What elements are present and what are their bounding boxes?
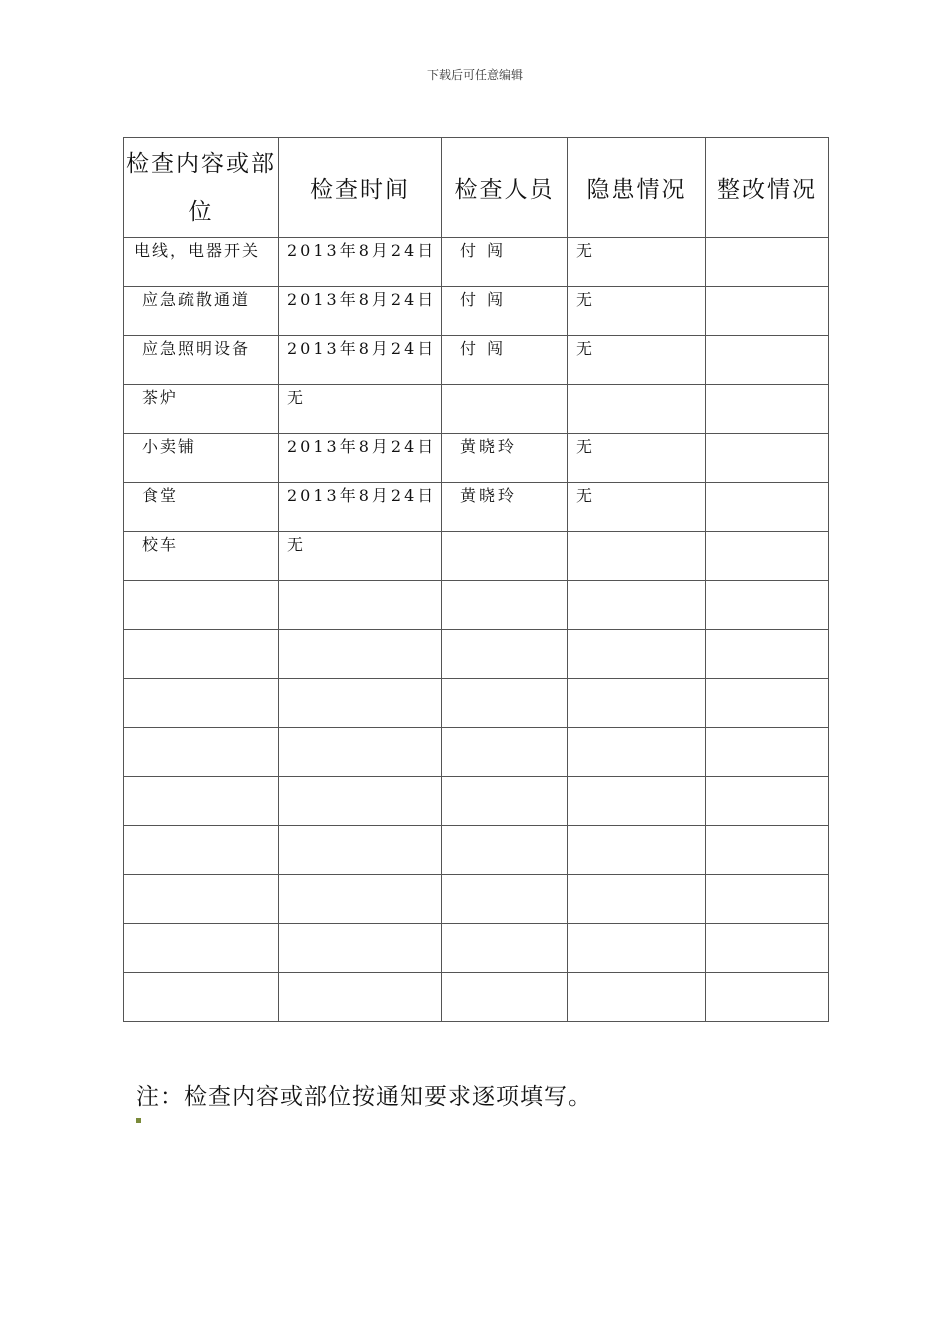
cell-time [279, 630, 442, 679]
cell-person [442, 777, 568, 826]
footnote: 注：检查内容或部位按通知要求逐项填写。 [136, 1084, 592, 1110]
cell-time [279, 287, 442, 336]
cell-person-text: 付 闯 [460, 290, 507, 309]
cell-area-text: 茶炉 [142, 388, 179, 407]
cell-person-text: 黄晓玲 [460, 437, 518, 456]
column-header-area: 检查内容或部位 [124, 138, 279, 238]
cell-rectify [706, 336, 829, 385]
cell-hazard-text: 无 [576, 437, 595, 456]
table-row [124, 777, 829, 826]
cell-rectify [706, 728, 829, 777]
cell-rectify-text [706, 385, 828, 387]
cell-hazard [568, 336, 706, 385]
table-row [124, 287, 829, 336]
cell-rectify-text [706, 238, 828, 240]
cell-area-text: 电线，电器开关 [134, 241, 261, 260]
page-header: 下载后可任意编辑 [426, 68, 523, 82]
cell-rectify-text [706, 973, 828, 975]
cell-time-text [279, 679, 441, 681]
cell-area-text [124, 973, 278, 975]
cell-hazard-text [568, 777, 705, 779]
cell-person-text [442, 875, 567, 877]
cell-hazard-text [568, 581, 705, 583]
cell-area [124, 238, 279, 287]
cell-area [124, 630, 279, 679]
cell-rectify [706, 630, 829, 679]
table-row [124, 581, 829, 630]
cell-rectify-text [706, 483, 828, 485]
cell-rectify [706, 875, 829, 924]
cell-hazard [568, 581, 706, 630]
cell-rectify-text [706, 875, 828, 877]
cell-rectify-text [706, 287, 828, 289]
cell-person [442, 875, 568, 924]
table-row [124, 973, 829, 1022]
cell-hazard-text [568, 630, 705, 632]
cell-area-text: 校车 [142, 535, 179, 554]
table-row [124, 826, 829, 875]
cell-time-text: 2013年8月24日 [287, 339, 437, 358]
cell-person-text [442, 728, 567, 730]
table-row [124, 924, 829, 973]
cell-hazard [568, 532, 706, 581]
cell-person [442, 679, 568, 728]
cell-hazard-text [568, 385, 705, 387]
cell-time-text: 2013年8月24日 [287, 241, 437, 260]
cell-hazard-text [568, 679, 705, 681]
cell-person [442, 728, 568, 777]
cell-hazard [568, 777, 706, 826]
column-header-person: 检查人员 [442, 138, 568, 238]
cell-area [124, 581, 279, 630]
cell-rectify [706, 385, 829, 434]
cell-person-text [442, 385, 567, 387]
cell-time-text: 2013年8月24日 [287, 290, 437, 309]
cell-rectify [706, 924, 829, 973]
table-header-row [124, 138, 829, 238]
cell-person [442, 287, 568, 336]
cell-hazard [568, 287, 706, 336]
cell-time-text [279, 630, 441, 632]
cell-hazard-text [568, 826, 705, 828]
cell-rectify-text [706, 434, 828, 436]
cell-person-text [442, 777, 567, 779]
cell-area [124, 679, 279, 728]
table-row [124, 728, 829, 777]
cell-hazard [568, 434, 706, 483]
cell-person [442, 483, 568, 532]
cell-area [124, 973, 279, 1022]
cell-hazard [568, 826, 706, 875]
cell-time [279, 581, 442, 630]
table-row [124, 875, 829, 924]
column-header-rectify: 整改情况 [706, 138, 829, 238]
cell-time [279, 728, 442, 777]
decorative-marker [136, 1118, 141, 1123]
cell-time-text [279, 924, 441, 926]
cell-hazard [568, 924, 706, 973]
cell-time [279, 777, 442, 826]
cell-area [124, 777, 279, 826]
cell-time-text [279, 826, 441, 828]
cell-hazard [568, 973, 706, 1022]
cell-area-text: 应急疏散通道 [142, 290, 251, 309]
cell-time [279, 483, 442, 532]
cell-hazard-text [568, 875, 705, 877]
cell-area-text [124, 924, 278, 926]
cell-rectify-text [706, 532, 828, 534]
cell-time-text [279, 728, 441, 730]
cell-rectify [706, 973, 829, 1022]
cell-area-text: 食堂 [142, 486, 179, 505]
cell-area-text: 应急照明设备 [142, 339, 251, 358]
cell-area [124, 532, 279, 581]
table-body [124, 238, 829, 1022]
cell-time [279, 434, 442, 483]
cell-hazard [568, 483, 706, 532]
cell-person [442, 238, 568, 287]
cell-person-text: 黄晓玲 [460, 486, 518, 505]
cell-hazard [568, 728, 706, 777]
cell-person [442, 826, 568, 875]
cell-person [442, 581, 568, 630]
cell-area-text [124, 777, 278, 779]
cell-hazard [568, 679, 706, 728]
cell-person [442, 630, 568, 679]
cell-area-text [124, 875, 278, 877]
table-row [124, 483, 829, 532]
cell-area [124, 385, 279, 434]
cell-person [442, 385, 568, 434]
cell-area-text: 小卖铺 [142, 437, 197, 456]
cell-area [124, 875, 279, 924]
cell-person-text [442, 581, 567, 583]
cell-area [124, 287, 279, 336]
table-row [124, 630, 829, 679]
cell-person-text: 付 闯 [460, 339, 507, 358]
cell-time [279, 924, 442, 973]
cell-person-text [442, 826, 567, 828]
cell-time-text [279, 777, 441, 779]
table-row [124, 385, 829, 434]
cell-time [279, 532, 442, 581]
cell-person [442, 532, 568, 581]
cell-person-text [442, 679, 567, 681]
cell-time [279, 679, 442, 728]
cell-area [124, 336, 279, 385]
cell-hazard [568, 630, 706, 679]
cell-hazard [568, 385, 706, 434]
cell-hazard-text [568, 532, 705, 534]
cell-area [124, 728, 279, 777]
cell-area-text [124, 826, 278, 828]
cell-time [279, 973, 442, 1022]
table-row [124, 679, 829, 728]
cell-person [442, 434, 568, 483]
cell-hazard [568, 875, 706, 924]
cell-area [124, 483, 279, 532]
cell-time-text: 2013年8月24日 [287, 437, 437, 456]
cell-time-text: 2013年8月24日 [287, 486, 437, 505]
cell-person [442, 973, 568, 1022]
cell-area [124, 826, 279, 875]
cell-hazard-text: 无 [576, 290, 595, 309]
cell-hazard-text: 无 [576, 241, 595, 260]
cell-area-text [124, 630, 278, 632]
cell-rectify [706, 483, 829, 532]
table-row [124, 434, 829, 483]
cell-time-text [279, 875, 441, 877]
cell-hazard-text [568, 924, 705, 926]
table-row [124, 238, 829, 287]
cell-person [442, 336, 568, 385]
column-header-hazard: 隐患情况 [568, 138, 706, 238]
cell-rectify [706, 679, 829, 728]
cell-area [124, 434, 279, 483]
column-header-time: 检查时间 [279, 138, 442, 238]
cell-person-text: 付 闯 [460, 241, 507, 260]
cell-person-text [442, 532, 567, 534]
cell-rectify-text [706, 581, 828, 583]
cell-person-text [442, 630, 567, 632]
cell-rectify-text [706, 924, 828, 926]
cell-time-text [279, 973, 441, 975]
cell-rectify-text [706, 336, 828, 338]
inspection-table [123, 137, 829, 1022]
cell-rectify [706, 238, 829, 287]
cell-area [124, 924, 279, 973]
cell-rectify [706, 287, 829, 336]
cell-person [442, 924, 568, 973]
cell-rectify-text [706, 679, 828, 681]
cell-time [279, 826, 442, 875]
cell-rectify-text [706, 777, 828, 779]
cell-person-text [442, 973, 567, 975]
cell-area-text [124, 679, 278, 681]
table-row [124, 336, 829, 385]
cell-rectify [706, 434, 829, 483]
cell-time-text: 无 [287, 535, 307, 554]
cell-hazard-text [568, 973, 705, 975]
cell-hazard-text: 无 [576, 486, 595, 505]
cell-time [279, 385, 442, 434]
cell-hazard-text [568, 728, 705, 730]
cell-person-text [442, 924, 567, 926]
cell-rectify [706, 581, 829, 630]
cell-hazard [568, 238, 706, 287]
cell-rectify-text [706, 630, 828, 632]
table-row [124, 532, 829, 581]
cell-rectify-text [706, 728, 828, 730]
cell-rectify [706, 826, 829, 875]
cell-area-text [124, 581, 278, 583]
cell-area-text [124, 728, 278, 730]
cell-rectify [706, 532, 829, 581]
cell-time-text [279, 581, 441, 583]
cell-rectify-text [706, 826, 828, 828]
cell-time [279, 238, 442, 287]
cell-time-text: 无 [287, 388, 307, 407]
cell-time [279, 336, 442, 385]
cell-rectify [706, 777, 829, 826]
cell-time [279, 875, 442, 924]
cell-hazard-text: 无 [576, 339, 595, 358]
